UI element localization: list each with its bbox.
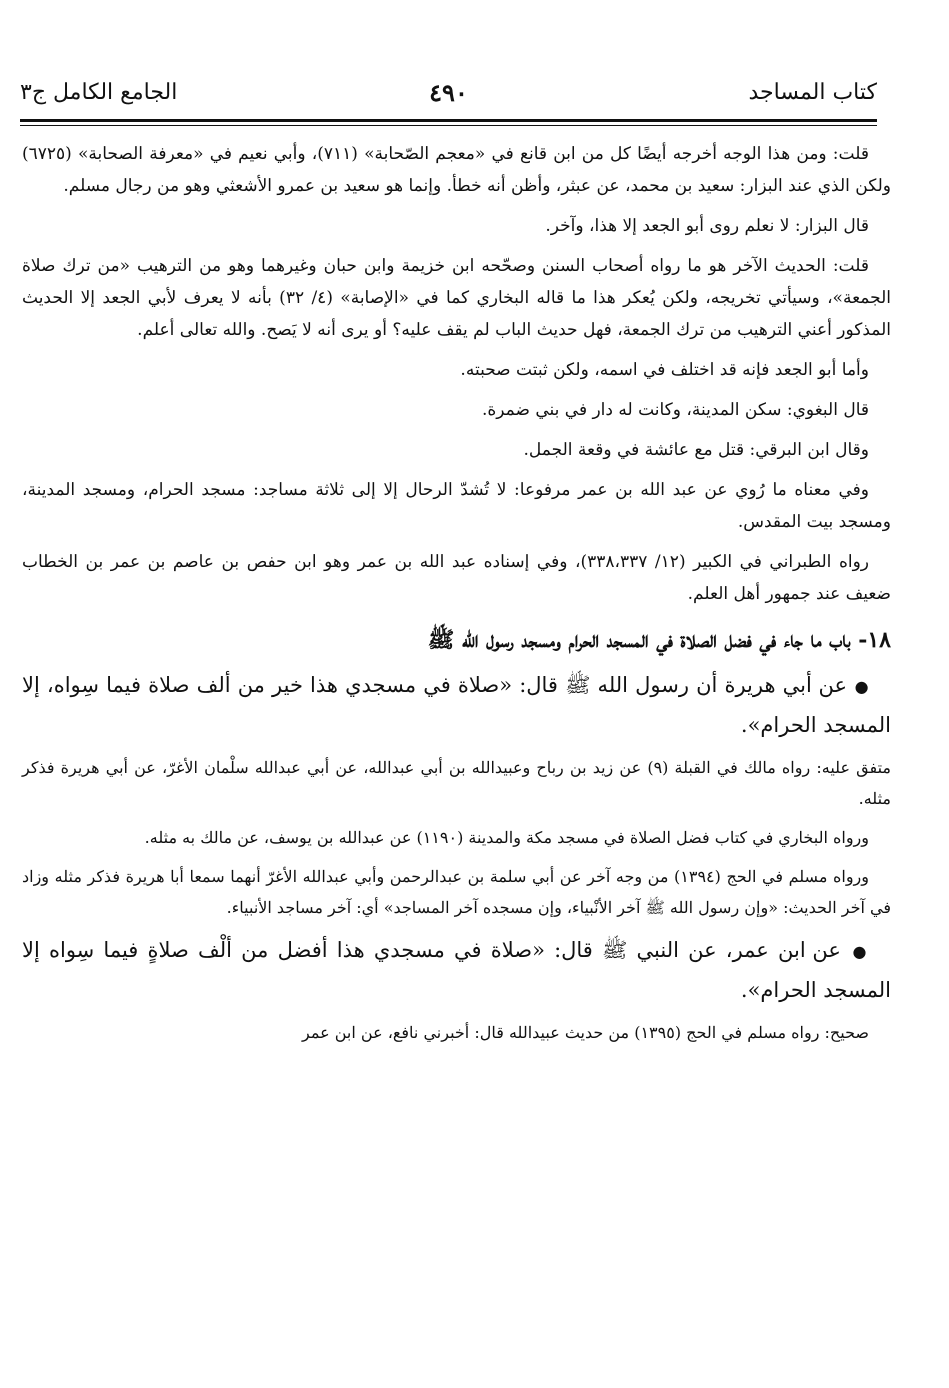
takhrij-paragraph: صحيح: رواه مسلم في الحج (١٣٩٥) من حديث عبيدالله قال: أخبرني نافع، عن ابن عمر [302,1023,869,1042]
paragraph: رواه الطبراني في الكبير (١٢/ ٣٣٨،٣٣٧)، وفي إسناده عبد الله بن عمر وهو ابن حفص بن عاصم بن عمر بن الخطاب ضعيف عند جمهور أهل العلم. [22,552,891,604]
paragraph: قلت: ومن هذا الوجه أخرجه أيضًا كل من ابن قانع في «معجم الصّحابة» (٧١١)، وأبي نعيم في «معرفة الصحابة» (٦٧٢٥) ولكن الذي عند البزار: سعيد بن محمد، عن عبثر، وأظن أنه خطأ. وإنما هو سعيد بن عمرو الأشعثي وهو من رجال مسلم. [22,144,891,196]
paragraph: قال البغوي: سكن المدينة، وكانت له دار في بني ضمرة. [481,400,869,420]
takhrij-paragraph: متفق عليه: رواه مالك في القبلة (٩) عن زيد بن رباح وعبيدالله بن أبي عبدالله، عن أبي عبدالله سلْمان الأغرّ، عن أبي هريرة فذكر مثله. [22,758,891,808]
takhrij-paragraph: ورواه البخاري في كتاب فضل الصلاة في مسجد مكة والمدينة (١١٩٠) عن عبدالله بن يوسف، عن مالك به مثله. [144,828,869,847]
paragraph: وقال ابن البرقي: قتل مع عائشة في وقعة الجمل. [523,440,869,460]
bullet-icon: ● [854,677,869,696]
bullet-icon: ● [850,942,869,961]
paragraph: وأما أبو الجعد فإنه قد اختلف في اسمه، ولكن ثبتت صحبته. [460,360,869,380]
paragraph: وفي معناه ما رُوي عن عبد الله بن عمر مرفوعا: لا تُشدّ الرحال إلا إلى ثلاثة مساجد: مسجد الحرام، ومسجد المدينة، ومسجد بيت المقدس. [22,480,891,532]
page-header [20,72,877,122]
hadith-text: ● عن أبي هريرة أن رسول الله ﷺ قال: «صلاة في مسجدي هذا خير من ألف صلاة فيما سِواه، إلا المسجد الحرام». [22,673,891,737]
header-rule-thin [20,125,877,126]
chapter-heading: ١٨- باب ما جاء في فضل الصلاة في المسجد الحرام ومسجد رسول الله ﷺ [427,627,891,653]
page-number: ٤٩٠ [429,78,468,107]
paragraph: قلت: الحديث الآخر هو ما رواه أصحاب السنن وصحّحه ابن خزيمة وابن حبان وغيرهما وهو من الترهيب «من ترك صلاة الجمعة»، وسيأتي تخريجه، ولكن يُعكر هذا ما قاله البخاري كما في «الإصابة» (٤/ ٣٢) بأنه لا يعرف لأبي الجعد إلا الحديث المذكور أعني الترهيب من ترك الجمعة، فهل حديث الباب لم يقف عليه؟ أو يرى أنه لا يَصح. والله تعالى أعلم. [22,256,891,340]
page-body [22,138,891,1056]
paragraph: قال البزار: لا نعلم روى أبو الجعد إلا هذا، وآخر. [545,216,869,236]
hadith-text: ● عن ابن عمر، عن النبي ﷺ قال: «صلاة في مسجدي هذا أفضل من ألْف صلاةٍ فيما سِواه إلا المسجد الحرام». [22,938,891,1002]
takhrij-paragraph: ورواه مسلم في الحج (١٣٩٤) من وجه آخر عن أبي سلمة بن عبدالرحمن وأبي عبدالله الأغرّ أنهما سمعا أبا هريرة فذكر مثله وزاد في آخر الحديث: «وإن رسول الله ﷺ آخر الأنْبياء، وإن مسجده آخر المساجد» أي: آخر مساجد الأنبياء. [22,867,891,917]
header-rule [20,119,877,122]
book-title: الجامع الكامل ج٣ [20,80,178,105]
chapter-title: كتاب المساجد [748,80,877,105]
